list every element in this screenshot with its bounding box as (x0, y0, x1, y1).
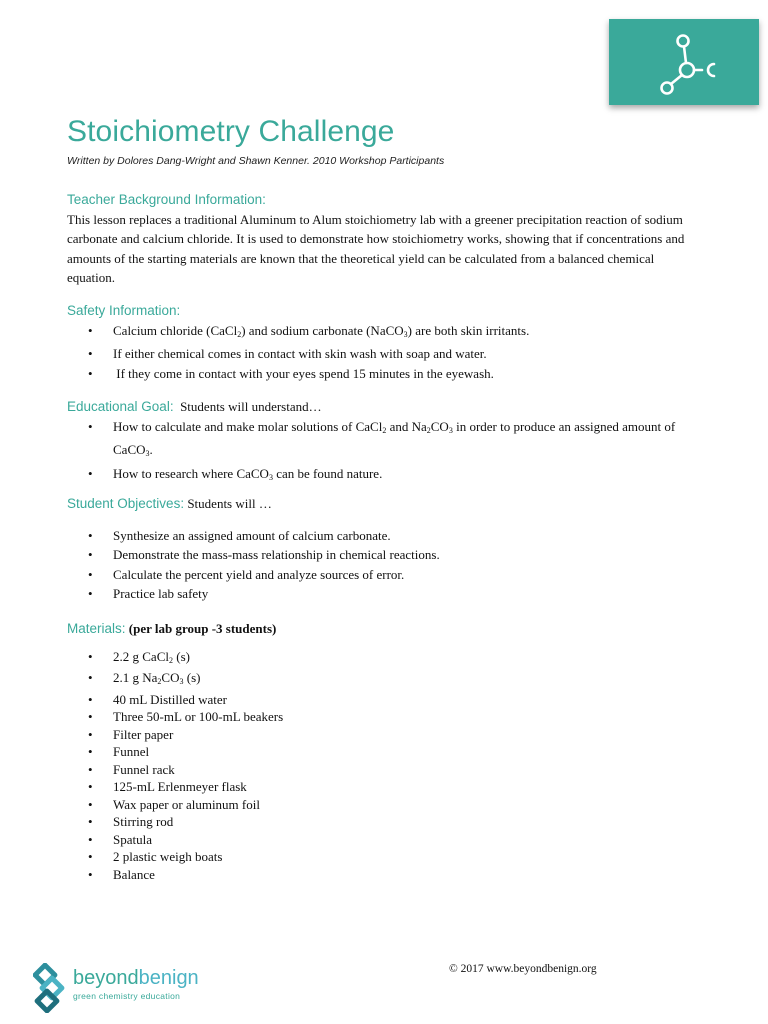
chain-link-logo-icon (33, 963, 71, 1013)
goal-list (67, 417, 697, 488)
objectives-section (67, 494, 697, 604)
materials-section (67, 619, 697, 883)
list-item: • If they come in contact with your eyes spend 15 minutes in the eyewash. (67, 364, 697, 384)
list-item: • Funnel rack (67, 761, 697, 779)
corner-badge (609, 19, 759, 105)
list-item: • How to calculate and make molar solutions of CaCl$_2$ and $Na_2CO_3$ in order to produce an assigned amount of CaCO$_3$. (67, 417, 697, 464)
materials-list (67, 648, 697, 884)
list-item: • Spatula (67, 831, 697, 849)
list-item: • Balance (67, 866, 697, 884)
goal-section (67, 397, 697, 487)
list-item: • Filter paper (67, 726, 697, 744)
objectives-heading: Student Objectives: (67, 496, 185, 511)
safety-heading: Safety Information: (67, 303, 181, 318)
list-item: • Wax paper or aluminum foil (67, 796, 697, 814)
list-item: • 2.2 g CaCl$_2$ (s) (67, 648, 697, 670)
goal-heading: Educational Goal: (67, 399, 174, 414)
list-item: • Stirring rod (67, 813, 697, 831)
molecule-icon (657, 33, 727, 97)
list-item: • Practice lab safety (67, 584, 697, 604)
list-item: • Three 50-mL or 100-mL beakers (67, 708, 697, 726)
list-item: • Funnel (67, 743, 697, 761)
copyright: © 2017 www.beyondbenign.org (449, 963, 597, 975)
safety-section (67, 301, 697, 383)
list-item: • 2.1 g $Na_2CO_3$ (s) (67, 669, 697, 691)
list-item: • 2 plastic weigh boats (67, 848, 697, 866)
list-item: • Calcium chloride (CaCl$_2$) and sodium carbonate (NaCO$_3$) are both skin irritants. (67, 321, 697, 345)
logo-wordmark: beyondbenign (73, 967, 199, 989)
list-item: • Demonstrate the mass-mass relationship in chemical reactions. (67, 545, 697, 565)
list-item: • How to research where CaCO$_3$ can be found nature. (67, 464, 697, 488)
materials-heading: Materials: (67, 621, 126, 636)
list-item: • Calculate the percent yield and analyze sources of error. (67, 565, 697, 585)
goal-intro: Students will understand… (180, 399, 322, 414)
logo-tagline: green chemistry education (73, 991, 181, 1001)
objectives-intro: Students will … (187, 496, 272, 511)
list-item: • 125-mL Erlenmeyer flask (67, 778, 697, 796)
background-text: This lesson replaces a traditional Aluminum to Alum stoichiometry lab with a greener precipitation reaction of sodium carbonate and calcium chloride. It is used to demonstrate how stoichiometry works, showing that if concentrations and amounts of the starting materials are known that the theoretical yield can be calculated from a balanced chemical equation. (67, 211, 685, 285)
background-heading: Teacher Background Information: (67, 192, 266, 207)
page-title: Stoichiometry Challenge (67, 115, 395, 148)
safety-list (67, 321, 697, 384)
beyond-benign-logo (33, 963, 203, 1013)
list-item: • 40 mL Distilled water (67, 691, 697, 709)
objectives-list (67, 526, 697, 604)
byline: Written by Dolores Dang-Wright and Shawn Kenner. 2010 Workshop Participants (67, 155, 445, 167)
background-section (67, 190, 697, 288)
materials-intro: (per lab group -3 students) (128, 621, 277, 636)
list-item: • If either chemical comes in contact with skin wash with soap and water. (67, 344, 697, 364)
list-item: • Synthesize an assigned amount of calcium carbonate. (67, 526, 697, 546)
